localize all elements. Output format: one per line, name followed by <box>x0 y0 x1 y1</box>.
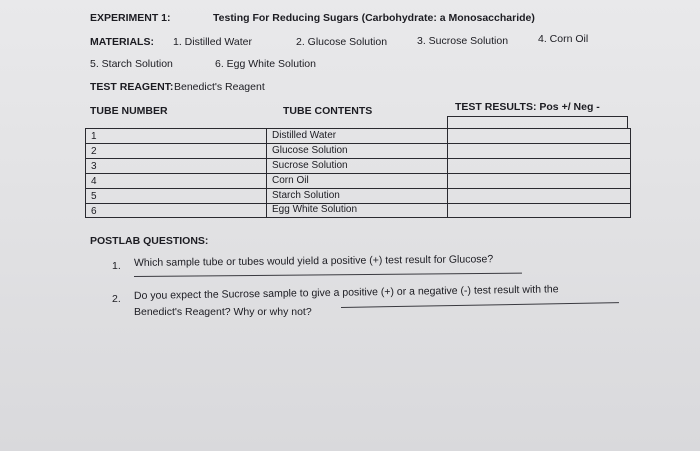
material-item-2: 2. Glucose Solution <box>296 36 388 48</box>
table-row-num: 3 <box>91 161 97 172</box>
material-item-5: 5. Starch Solution <box>90 58 173 70</box>
materials-label: MATERIALS: <box>90 36 154 48</box>
results-table <box>85 128 631 218</box>
table-row-content: Glucose Solution <box>272 145 348 156</box>
table-row-content: Distilled Water <box>272 130 337 141</box>
table-row-num: 2 <box>91 146 97 157</box>
table-row-content: Corn Oil <box>272 175 309 186</box>
material-item-3: 3. Sucrose Solution <box>417 35 509 47</box>
table-row-num: 5 <box>91 191 97 202</box>
row-divider <box>86 158 630 159</box>
material-item-1: 1. Distilled Water <box>173 36 252 48</box>
row-divider <box>86 173 630 174</box>
postlab-heading: POSTLAB QUESTIONS: <box>90 235 209 247</box>
results-left-border <box>447 116 448 128</box>
table-row-content: Egg White Solution <box>272 204 358 215</box>
results-top-border <box>447 116 627 117</box>
header-test-results: TEST RESULTS: Pos +/ Neg - <box>455 101 600 113</box>
reagent-label: TEST REAGENT: <box>90 81 174 93</box>
table-row-num: 6 <box>91 206 97 217</box>
table-row-num: 1 <box>91 131 97 142</box>
experiment-title: Testing For Reducing Sugars (Carbohydrate: a Monosaccharide) <box>213 12 535 24</box>
experiment-label: EXPERIMENT 1: <box>90 12 171 24</box>
question-1-text: Which sample tube or tubes would yield a positive (+) test result for Glucose? <box>133 253 494 269</box>
answer-line-1[interactable] <box>134 273 522 277</box>
material-item-4: 4. Corn Oil <box>538 33 589 45</box>
table-row-content: Sucrose Solution <box>272 160 348 171</box>
row-divider <box>86 143 630 144</box>
question-2-number: 2. <box>112 293 121 305</box>
question-1-number: 1. <box>112 260 121 272</box>
row-divider <box>86 188 630 189</box>
question-2-text-line2: Benedict's Reagent? Why or why not? <box>134 306 312 318</box>
answer-line-2[interactable] <box>341 302 619 308</box>
table-row-content: Starch Solution <box>272 190 340 201</box>
header-tube-number: TUBE NUMBER <box>90 105 168 117</box>
table-row-num: 4 <box>91 176 97 187</box>
reagent-value: Benedict's Reagent <box>174 81 265 93</box>
question-2-text-line1: Do you expect the Sucrose sample to give a positive (+) or a negative (-) test result with the <box>133 283 559 302</box>
material-item-6: 6. Egg White Solution <box>215 58 316 70</box>
row-divider <box>86 203 630 204</box>
header-tube-contents: TUBE CONTENTS <box>283 105 373 117</box>
results-right-border <box>627 116 628 128</box>
